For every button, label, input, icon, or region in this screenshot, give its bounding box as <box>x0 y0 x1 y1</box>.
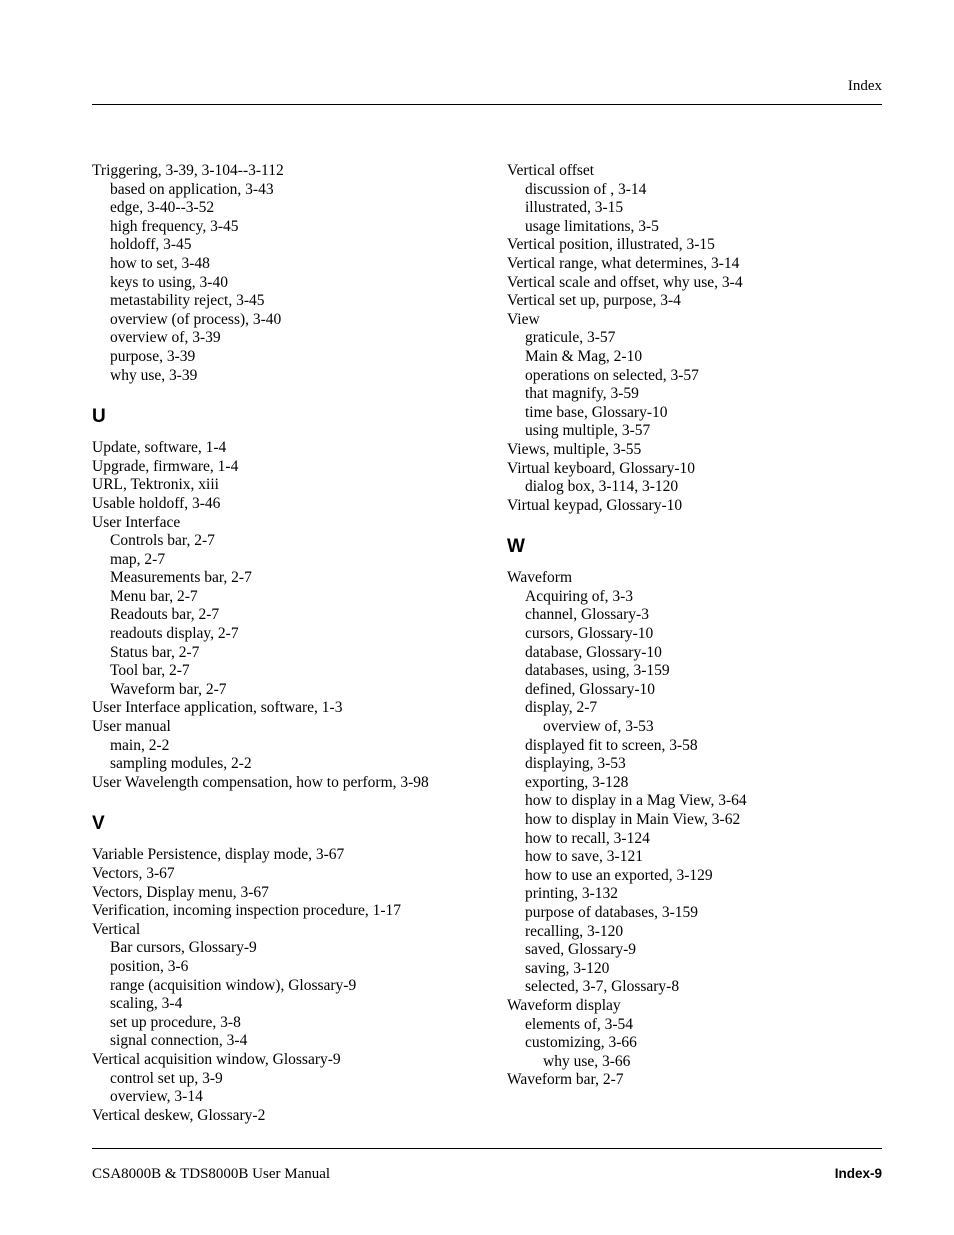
index-entry: Menu bar, 2-7 <box>110 587 198 605</box>
footer-manual-title: CSA8000B & TDS8000B User Manual <box>92 1166 331 1182</box>
index-entry: User Interface <box>92 513 181 531</box>
index-entry: Bar cursors, Glossary-9 <box>110 939 257 957</box>
index-entry: View <box>507 310 540 328</box>
index-entry: exporting, 3-128 <box>525 773 629 791</box>
index-entry: Vertical acquisition window, Glossary-9 <box>92 1050 341 1068</box>
index-entry: Waveform display <box>507 996 621 1014</box>
index-entry: Acquiring of, 3-3 <box>525 587 634 605</box>
footer-divider <box>92 1148 882 1149</box>
index-entry: Vertical scale and offset, why use, 3-4 <box>507 273 743 291</box>
index-entry: edge, 3-40--3-52 <box>110 199 215 217</box>
index-entry: Vertical deskew, Glossary-2 <box>92 1106 266 1124</box>
index-entry: keys to using, 3-40 <box>110 273 228 291</box>
index-entry: database, Glossary-10 <box>525 643 662 661</box>
index-entry: control set up, 3-9 <box>110 1069 223 1087</box>
index-entry: range (acquisition window), Glossary-9 <box>110 976 357 994</box>
index-entry: map, 2-7 <box>110 550 166 568</box>
index-entry: time base, Glossary-10 <box>525 403 668 421</box>
index-entry: cursors, Glossary-10 <box>525 625 654 643</box>
page-header <box>92 78 882 95</box>
index-entry: usage limitations, 3-5 <box>525 217 659 235</box>
index-entry: signal connection, 3-4 <box>110 1032 248 1050</box>
index-entry: how to recall, 3-124 <box>525 829 650 847</box>
index-column-right <box>507 162 892 1125</box>
index-entry: Triggering, 3-39, 3-104--3-112 <box>92 162 284 179</box>
index-entry: Readouts bar, 2-7 <box>110 606 220 624</box>
index-entry: Vectors, 3-67 <box>92 865 175 882</box>
index-entry: Views, multiple, 3-55 <box>507 440 642 458</box>
index-entry: display, 2-7 <box>525 699 598 717</box>
index-entry: why use, 3-66 <box>543 1052 631 1070</box>
index-entry: displaying, 3-53 <box>525 755 626 773</box>
index-entry: position, 3-6 <box>110 957 189 975</box>
index-entry: saved, Glossary-9 <box>525 941 637 959</box>
index-entry: that magnify, 3-59 <box>525 385 639 403</box>
index-entry: discussion of , 3-14 <box>525 180 647 198</box>
index-entry: displayed fit to screen, 3-58 <box>525 736 698 754</box>
index-entry: Vectors, Display menu, 3-67 <box>92 883 269 901</box>
index-entry: Main & Mag, 2-10 <box>525 347 643 365</box>
index-entry: dialog box, 3-114, 3-120 <box>525 478 679 496</box>
index-entry: saving, 3-120 <box>525 959 610 977</box>
index-entry: purpose of databases, 3-159 <box>525 903 699 921</box>
index-entry: overview of, 3-53 <box>543 718 654 736</box>
index-entry: URL, Tektronix, xiii <box>92 476 219 494</box>
index-entry: sampling modules, 2-2 <box>110 755 252 773</box>
index-entry: how to use an exported, 3-129 <box>525 866 713 884</box>
index-entry: Usable holdoff, 3-46 <box>92 494 221 512</box>
index-entry: recalling, 3-120 <box>525 922 624 940</box>
index-entry: illustrated, 3-15 <box>525 199 624 217</box>
index-entry: Upgrade, firmware, 1-4 <box>92 457 239 475</box>
index-entry: holdoff, 3-45 <box>110 236 192 254</box>
index-entry: high frequency, 3-45 <box>110 217 239 235</box>
index-section-letter: U <box>92 406 106 428</box>
index-entry: Vertical position, illustrated, 3-15 <box>507 236 715 254</box>
index-entry: main, 2-2 <box>110 736 170 754</box>
index-entry: Vertical offset <box>507 162 595 179</box>
page-footer <box>92 1166 882 1183</box>
index-entry: how to save, 3-121 <box>525 848 643 866</box>
index-entry: User Interface application, software, 1-3 <box>92 699 343 717</box>
index-entry: Waveform <box>507 569 573 587</box>
index-section-letter: V <box>92 813 105 835</box>
index-entry: using multiple, 3-57 <box>525 422 651 440</box>
index-entry: scaling, 3-4 <box>110 995 183 1013</box>
index-entry: selected, 3-7, Glossary-8 <box>525 978 680 996</box>
index-entry: User manual <box>92 718 171 736</box>
index-columns <box>92 162 892 1125</box>
index-entry: Waveform bar, 2-7 <box>507 1071 624 1089</box>
index-entry: Vertical <box>92 920 141 938</box>
index-entry: Measurements bar, 2-7 <box>110 569 252 587</box>
index-entry: set up procedure, 3-8 <box>110 1013 241 1031</box>
header-title: Index <box>847 78 882 94</box>
index-entry: metastability reject, 3-45 <box>110 292 265 310</box>
index-entry: Controls bar, 2-7 <box>110 532 215 550</box>
index-entry: Tool bar, 2-7 <box>110 662 190 680</box>
index-section-letter: W <box>507 536 525 558</box>
index-entry: customizing, 3-66 <box>525 1034 637 1052</box>
index-entry: how to display in Main View, 3-62 <box>525 811 741 828</box>
footer-page-number: Index-9 <box>834 1166 882 1181</box>
index-entry: how to display in a Mag View, 3-64 <box>525 792 747 810</box>
header-divider <box>92 104 882 105</box>
index-entry: Vertical range, what determines, 3-14 <box>507 254 740 272</box>
index-entry: Vertical set up, purpose, 3-4 <box>507 292 681 310</box>
index-entry: User Wavelength compensation, how to perform, 3-98 <box>92 773 429 791</box>
index-entry: purpose, 3-39 <box>110 347 196 365</box>
index-entry: printing, 3-132 <box>525 885 618 903</box>
index-entry: overview, 3-14 <box>110 1088 203 1106</box>
index-entry: why use, 3-39 <box>110 366 198 384</box>
index-entry: how to set, 3-48 <box>110 254 210 272</box>
index-entry: Variable Persistence, display mode, 3-67 <box>92 846 345 864</box>
index-entry: Verification, incoming inspection procedure, 1-17 <box>92 902 402 920</box>
index-entry: Virtual keyboard, Glossary-10 <box>507 459 696 477</box>
index-entry: channel, Glossary-3 <box>525 606 649 624</box>
index-entry: Waveform bar, 2-7 <box>110 680 227 698</box>
index-column-left <box>92 162 477 1125</box>
index-entry: overview (of process), 3-40 <box>110 310 282 328</box>
index-entry: graticule, 3-57 <box>525 329 616 347</box>
index-entry: databases, using, 3-159 <box>525 662 670 680</box>
index-entry: Status bar, 2-7 <box>110 643 200 661</box>
index-entry: elements of, 3-54 <box>525 1015 634 1033</box>
index-entry: operations on selected, 3-57 <box>525 366 699 384</box>
index-entry: overview of, 3-39 <box>110 329 221 347</box>
index-entry: Virtual keypad, Glossary-10 <box>507 496 683 514</box>
index-entry: readouts display, 2-7 <box>110 625 239 643</box>
index-entry: defined, Glossary-10 <box>525 680 655 698</box>
index-entry: Update, software, 1-4 <box>92 439 227 457</box>
index-entry: based on application, 3-43 <box>110 180 274 198</box>
